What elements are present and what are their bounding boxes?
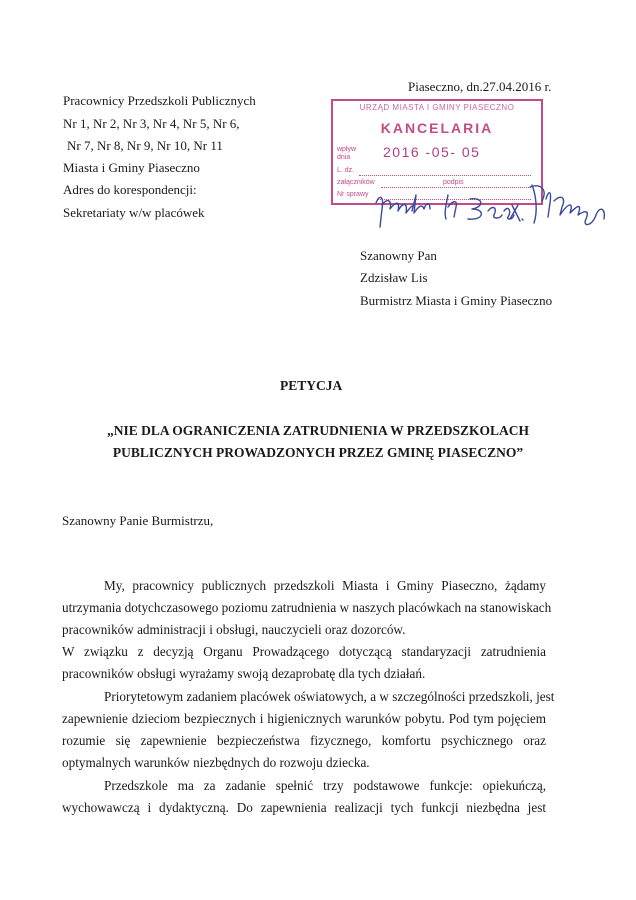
recipient-line: Zdzisław Lis <box>360 270 428 285</box>
place-date: Piaseczno, dn.27.04.2016 r. <box>408 79 552 94</box>
sender-line: Pracownicy Przedszkoli Publicznych <box>63 93 256 108</box>
petition-subtitle-line-1: „NIE DLA OGRANICZENIA ZATRUDNIENIA W PRZEDSZKOLACH <box>107 423 529 438</box>
body-line: Priorytetowym zadaniem placówek oświatowych, a w szczególności przedszkoli, jest <box>104 689 555 704</box>
stamp-label-date: wpływ dnia <box>337 146 357 161</box>
handwritten-signature <box>372 175 612 235</box>
sender-line: Nr 7, Nr 8, Nr 9, Nr 10, Nr 11 <box>67 138 223 153</box>
body-line: zapewnienie dzieciom bezpiecznych i higienicznych warunków pobytu. Pod tym pojęciem <box>62 711 546 726</box>
petition-heading: PETYCJA <box>280 378 343 393</box>
stamp-org: URZĄD MIASTA I GMINY PIASECZNO <box>359 103 515 112</box>
body-line: pracowników administracji i obsługi, nauczycieli oraz dozorców. <box>62 622 406 637</box>
stamp-label-sprawy: Nr sprawy <box>337 191 369 198</box>
body-line: Przedszkole ma za zadanie spełnić trzy podstawowe funkcje: opiekuńczą, <box>104 778 546 793</box>
stamp-label-zal: załączników <box>337 179 375 186</box>
sender-line: Sekretariaty w/w placówek <box>63 205 205 220</box>
body-line: wychowawczą i dydaktyczną. Do zapewnienia realizacji tych funkcji niezbędna jest <box>62 800 546 815</box>
body-line: optymalnych warunków niezbędnych do rozwoju dziecka. <box>62 755 370 770</box>
sender-line: Nr 1, Nr 2, Nr 3, Nr 4, Nr 5, Nr 6, <box>63 116 240 131</box>
stamp-label-dz: L. dz. <box>337 167 355 174</box>
body-line: pracowników obsługi wyrażamy swoją dezaprobatę dla tych działań. <box>62 666 426 681</box>
body-line: My, pracownicy publicznych przedszkoli Miasta i Gminy Piaseczno, żądamy <box>104 578 546 593</box>
stamp-label-podpis: podpis <box>443 179 464 186</box>
petition-subtitle-line-2: PUBLICZNYCH PROWADZONYCH PRZEZ GMINĘ PIASECZNO” <box>112 445 524 460</box>
sender-line: Adres do korespondencji: <box>63 182 197 197</box>
stamp-title: KANCELARIA <box>380 120 494 136</box>
stamp-date: 2016 -05- 05 <box>383 144 481 160</box>
recipient-line: Szanowny Pan <box>360 248 437 263</box>
body-line: rozumie się zapewnienie bezpieczeństwa fizycznego, komfortu psychicznego oraz <box>62 733 546 748</box>
body-line: utrzymania dotychczasowego poziomu zatrudnienia w naszych placówkach na stanowiskach <box>62 600 552 615</box>
recipient-line: Burmistrz Miasta i Gminy Piaseczno <box>360 293 553 308</box>
salutation: Szanowny Panie Burmistrzu, <box>62 513 214 528</box>
sender-line: Miasta i Gminy Piaseczno <box>63 160 200 175</box>
body-line: W związku z decyzją Organu Prowadzącego dotyczącą standaryzacji zatrudnienia <box>62 644 546 659</box>
